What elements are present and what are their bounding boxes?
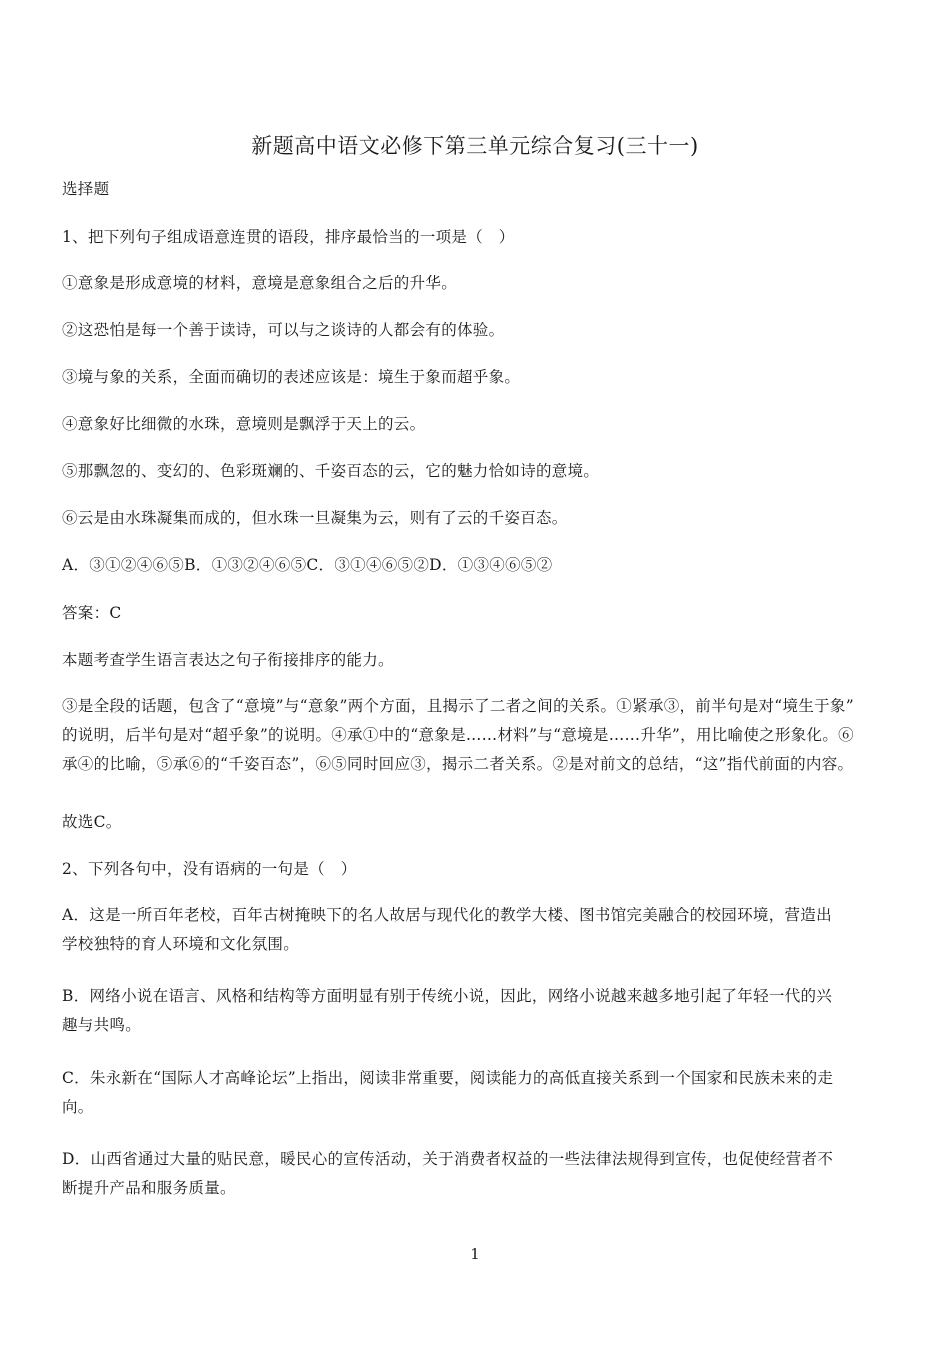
sentence-4: ④意象好比细微的水珠，意境则是飘浮于天上的云。 [62, 415, 426, 433]
analysis-line-1: ③是全段的话题，包含了“意境”与“意象”两个方面，且揭示了二者之间的关系。①紧承③，前半句是对“境生于象” [62, 697, 854, 715]
question-2-option-a [62, 901, 832, 959]
sentence-6: ⑥云是由水珠凝集而成的，但水珠一旦凝集为云，则有了云的千姿百态。 [62, 509, 568, 527]
section-heading: 选择题 [62, 180, 110, 198]
sentence-3: ③境与象的关系，全面而确切的表述应该是：境生于象而超乎象。 [62, 368, 521, 386]
option-b-line-1: B．网络小说在语言、风格和结构等方面明显有别于传统小说，因此，网络小说越来越多地引起了年轻一代的兴 [62, 987, 833, 1005]
option-d-line-1: D．山西省通过大量的贴民意，暖民心的宣传活动，关于消费者权益的一些法律法规得到宣传，也促使经营者不 [62, 1150, 834, 1168]
question-2-stem: 2、下列各句中，没有语病的一句是（ ） [62, 860, 357, 878]
analysis-intro: 本题考查学生语言表达之句子衔接排序的能力。 [62, 651, 394, 669]
option-a-line-2: 学校独特的育人环境和文化氛围。 [62, 935, 300, 953]
question-1-conclusion: 故选C。 [62, 813, 122, 831]
option-b-line-2: 趣与共鸣。 [62, 1016, 142, 1034]
sentence-2: ②这恐怕是每一个善于读诗，可以与之谈诗的人都会有的体验。 [62, 321, 505, 339]
option-a-line-1: A．这是一所百年老校，百年古树掩映下的名人故居与现代化的教学大楼、图书馆完美融合的校园环境，营造出 [62, 906, 832, 924]
question-2-option-b [62, 982, 832, 1040]
option-c-line-2: 向。 [62, 1098, 94, 1116]
page-number: 1 [470, 1245, 480, 1263]
question-1-stem: 1、把下列句子组成语意连贯的语段，排序最恰当的一项是（ ） [62, 228, 515, 246]
option-d-line-2: 断提升产品和服务质量。 [62, 1179, 236, 1197]
question-1-answer: 答案：C [62, 604, 122, 622]
analysis-line-2: 的说明，后半句是对“超乎象”的说明。④承①中的“意象是……材料”与“意境是……升华”，用比喻使之形象化。⑥ [62, 726, 854, 744]
sentence-1: ①意象是形成意境的材料，意境是意象组合之后的升华。 [62, 274, 458, 292]
question-2-option-d [62, 1145, 833, 1203]
question-2-option-c [62, 1064, 833, 1122]
question-1-options: A．③①②④⑥⑤B．①③②④⑥⑤C．③①④⑥⑤②D．①③④⑥⑤② [62, 556, 553, 574]
analysis-line-3: 承④的比喻，⑤承⑥的“千姿百态”，⑥⑤同时回应③，揭示二者关系。②是对前文的总结，“这”指代前面的内容。 [62, 755, 854, 773]
sentence-5: ⑤那飘忽的、变幻的、色彩斑斓的、千姿百态的云，它的魅力恰如诗的意境。 [62, 462, 600, 480]
document-title: 新题高中语文必修下第三单元综合复习(三十一) [251, 134, 699, 158]
option-c-line-1: C．朱永新在“国际人才高峰论坛”上指出，阅读非常重要，阅读能力的高低直接关系到一个国家和民族未来的走 [62, 1069, 834, 1087]
